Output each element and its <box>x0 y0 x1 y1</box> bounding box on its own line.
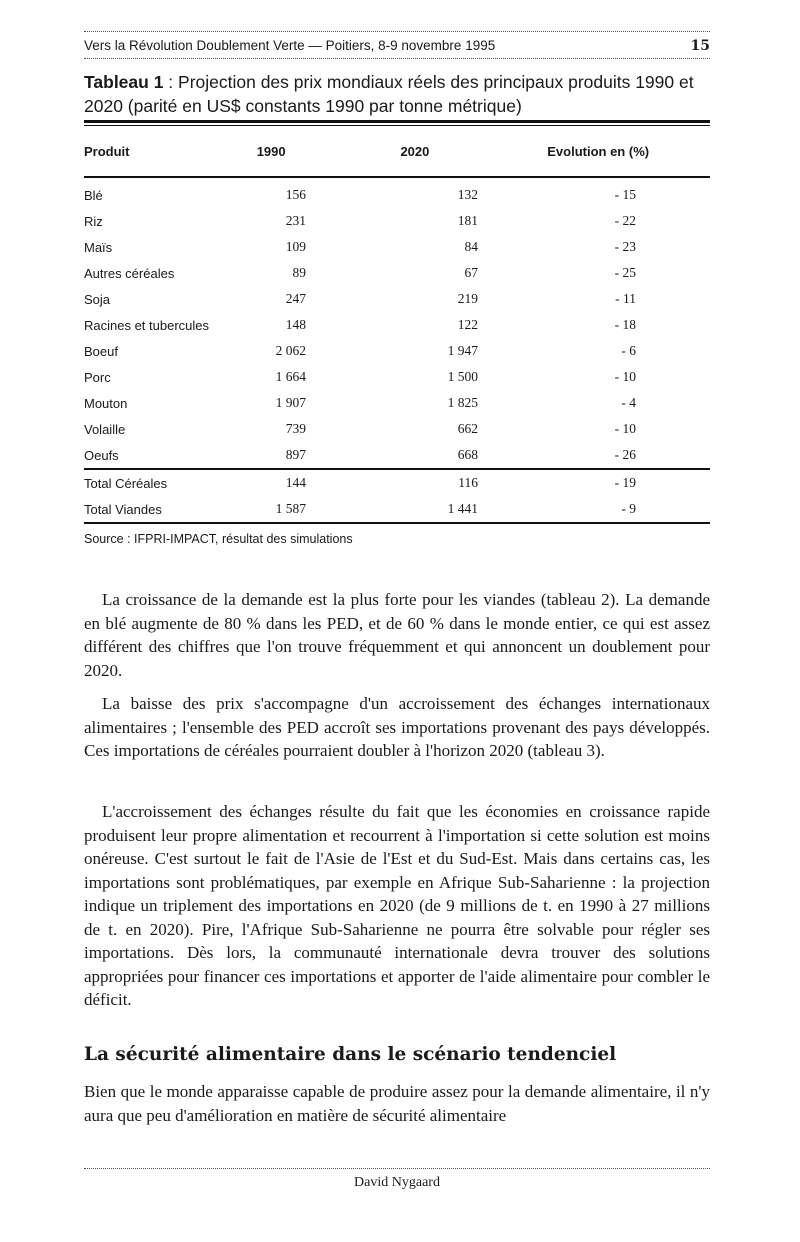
table-top-rule <box>84 120 710 123</box>
section-heading: La sécurité alimentaire dans le scénario tendenciel <box>84 1044 617 1065</box>
section-paragraph <box>84 1080 710 1127</box>
paragraph-text: La baisse des prix s'accompagne d'un accroissement des échanges internationaux alimentaires ; l'ensemble des PED accroît ses importations provenant des pays développés. Ces importations de céréales pourraient doubler à l'horizon 2020 (tableau 3). <box>84 694 710 760</box>
cell-1990: 1 907 <box>275 395 306 410</box>
cell-2020: 219 <box>457 291 478 306</box>
cell-1990: 109 <box>285 239 306 254</box>
table-row <box>84 338 710 364</box>
cell-2020: 67 <box>464 265 478 280</box>
paragraph-text: La croissance de la demande est la plus forte pour les viandes (tableau 2). La demande en blé augmente de 80 % dans les PED, et de 60 % dans le monde entier, ce qui est assez différent des chiffres que l'on trouve fréquemment et qui annoncent un doublement pour 2020. <box>84 590 710 680</box>
cell-evolution: - 15 <box>614 187 636 202</box>
cell-1990: 231 <box>285 213 306 228</box>
cell-produit: Blé <box>84 187 103 203</box>
cell-evolution: - 26 <box>614 447 636 462</box>
cell-evolution: - 25 <box>614 265 636 280</box>
table-row <box>84 416 710 442</box>
cell-2020: 1 825 <box>447 395 478 410</box>
cell-1990: 2 062 <box>275 343 306 358</box>
cell-produit: Mouton <box>84 395 128 411</box>
paragraph-2 <box>84 692 710 763</box>
cell-evolution: - 6 <box>621 343 636 358</box>
cell-evolution: - 11 <box>615 291 636 306</box>
cell-produit: Racines et tubercules <box>84 317 210 333</box>
cell-produit: Total Viandes <box>84 501 162 517</box>
table-caption-label: Tableau 1 <box>84 72 164 92</box>
cell-2020: 181 <box>457 213 478 228</box>
cell-2020: 668 <box>457 447 478 462</box>
cell-2020: 1 500 <box>447 369 478 384</box>
table-bottom-rule <box>84 522 710 524</box>
cell-2020: 132 <box>457 187 478 202</box>
footer-author: David Nygaard <box>354 1175 440 1190</box>
cell-1990: 247 <box>285 291 306 306</box>
cell-evolution: - 9 <box>621 501 636 516</box>
paragraph-text: Bien que le monde apparaisse capable de produire assez pour la demande alimentaire, il n'y aura que peu d'amélioration en matière de sécurité alimentaire <box>84 1082 710 1125</box>
table-row <box>84 260 710 286</box>
cell-produit: Riz <box>84 213 103 229</box>
running-footer <box>84 1168 710 1191</box>
table-row <box>84 442 710 468</box>
table-caption-text: : Projection des prix mondiaux réels des principaux produits 1990 et 2020 (parité en US$ constants 1990 par tonne métrique) <box>84 72 694 116</box>
cell-produit: Boeuf <box>84 343 118 359</box>
running-header <box>84 31 710 59</box>
table-caption <box>84 70 710 118</box>
running-header-title: Vers la Révolution Doublement Verte — Poitiers, 8-9 novembre 1995 <box>84 38 496 53</box>
cell-1990: 897 <box>285 447 306 462</box>
cell-1990: 144 <box>285 475 306 490</box>
cell-produit: Volaille <box>84 421 126 437</box>
page-number: 15 <box>690 38 710 54</box>
table-row <box>84 234 710 260</box>
price-projection-table <box>84 120 710 546</box>
paragraph-text: L'accroissement des échanges résulte du fait que les économies en croissance rapide produisent leur propre alimentation et recourrent à l'importation si cette solution est moins onéreuse. C'est surtout le fait de l'Asie de l'Est et du Sud-Est. Mais dans certains cas, les importations sont problématiques, par exemple en Afrique Sub-Saharienne : la projection indique un triplement des importations en 2020 (de 9 millions de t. en 1990 à 27 millions de t. en 2020). Pire, l'Afrique Sub-Saharienne ne pourra être solvable pour régler ses importations. Dès lors, la communauté internationale devra trouver des solutions appropriées pour financer ces importations et apporter de l'aide alimentaire pour combler le déficit. <box>84 802 710 1009</box>
table-row <box>84 286 710 312</box>
table-row <box>84 208 710 234</box>
paragraph-3 <box>84 800 710 1012</box>
cell-1990: 1 587 <box>275 501 306 516</box>
cell-1990: 156 <box>285 187 306 202</box>
cell-evolution: - 19 <box>614 475 636 490</box>
column-header-evolution: Evolution en (%) <box>547 143 650 159</box>
cell-2020: 84 <box>464 239 478 254</box>
paragraph-1 <box>84 588 710 682</box>
cell-1990: 1 664 <box>275 369 306 384</box>
cell-2020: 116 <box>458 475 478 490</box>
table-row <box>84 364 710 390</box>
column-header-produit: Produit <box>84 143 130 159</box>
table-source-note: Source : IFPRI-IMPACT, résultat des simulations <box>84 532 353 546</box>
cell-produit: Oeufs <box>84 447 119 463</box>
cell-evolution: - 22 <box>614 213 636 228</box>
table-row <box>84 312 710 338</box>
cell-2020: 1 441 <box>447 501 478 516</box>
column-header-2020: 2020 <box>400 143 430 159</box>
table-row <box>84 182 710 208</box>
cell-evolution: - 23 <box>614 239 636 254</box>
cell-evolution: - 10 <box>614 369 636 384</box>
cell-produit: Porc <box>84 369 111 385</box>
cell-evolution: - 10 <box>614 421 636 436</box>
cell-2020: 662 <box>457 421 478 436</box>
cell-evolution: - 18 <box>614 317 636 332</box>
cell-1990: 148 <box>285 317 306 332</box>
table-row <box>84 390 710 416</box>
cell-produit: Maïs <box>84 239 113 255</box>
column-header-1990: 1990 <box>256 143 286 159</box>
table-header-row <box>84 126 710 176</box>
table-total-row <box>84 470 710 496</box>
table-total-row <box>84 496 710 522</box>
cell-produit: Autres céréales <box>84 265 175 281</box>
cell-2020: 1 947 <box>447 343 478 358</box>
cell-2020: 122 <box>457 317 478 332</box>
footer-dotted-rule <box>84 1168 710 1169</box>
table-totals <box>84 470 710 522</box>
cell-produit: Total Céréales <box>84 475 168 491</box>
cell-evolution: - 4 <box>621 395 636 410</box>
cell-1990: 89 <box>292 265 306 280</box>
cell-1990: 739 <box>285 421 306 436</box>
header-bottom-dotted-rule <box>84 58 710 59</box>
cell-produit: Soja <box>84 291 111 307</box>
table-body <box>84 182 710 468</box>
